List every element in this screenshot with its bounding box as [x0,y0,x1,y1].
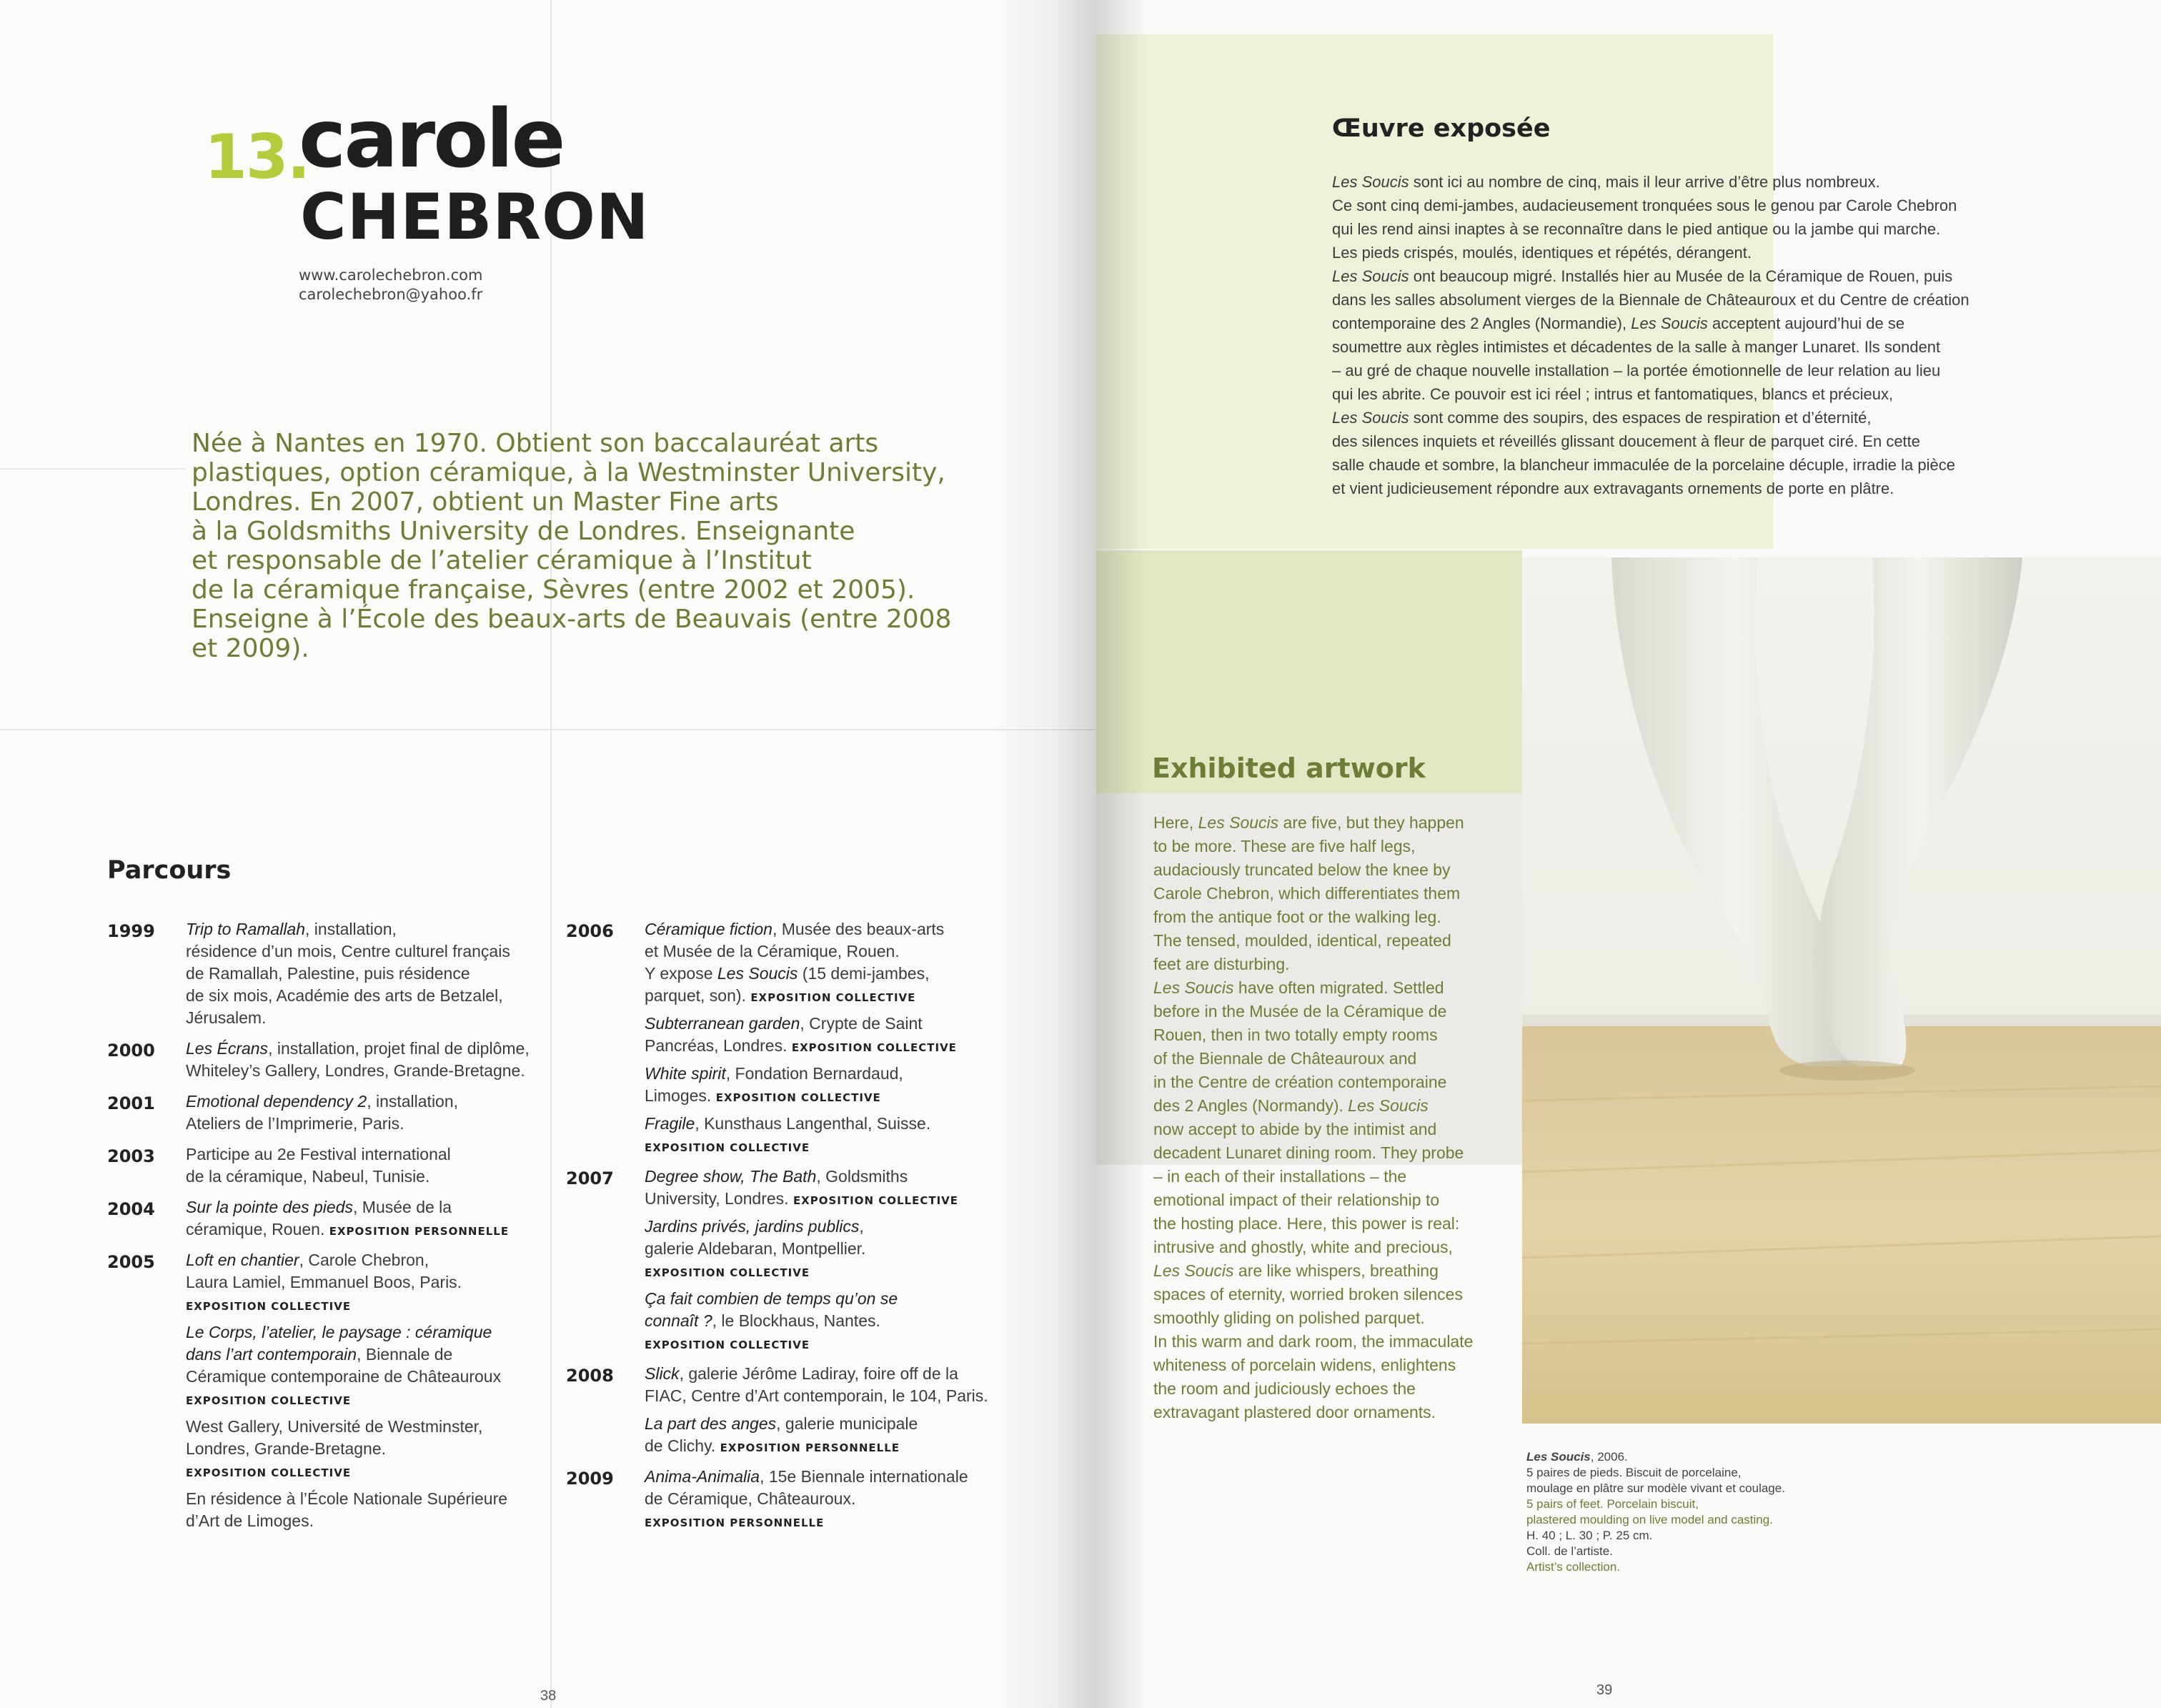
text-segment: Les pieds crispés, moulés, identiques et répétés, dérangent. [1332,244,1752,262]
italic-title: connaît ? [645,1311,712,1330]
text-line [645,1063,1016,1085]
caption-en-1: 5 pairs of feet. Porcelain biscuit, [1526,1497,1699,1511]
bio-line: plastiques, option céramique, à la Westminster University, [192,458,945,487]
italic-title: Subterranean garden [645,1014,800,1033]
parcours-item [645,1413,1016,1457]
text-line [1153,1212,1525,1236]
text-line [186,1460,557,1482]
caption-year: , 2006. [1590,1450,1628,1464]
text-line [186,985,557,1007]
text-line [186,1143,557,1166]
caption-dimensions: H. 40 ; L. 30 ; P. 25 cm. [1526,1529,1653,1542]
italic-title: Les Soucis [1198,813,1279,832]
exhibited-heading: Exhibited artwork [1152,753,1426,784]
text-segment: whiteness of porcelain widens, enlightens [1153,1356,1456,1374]
text-segment: qui les rend ainsi inaptes à se reconnaître dans le pied antique ou la jambe qui marche. [1332,220,1941,238]
text-segment: are five, but they happen [1278,813,1464,832]
text-segment: acceptent aujourd’hui de se [1707,314,1905,332]
text-segment: Ateliers de l’Imprimerie, Paris. [186,1114,404,1133]
text-segment: The tensed, moulded, identical, repeated [1153,931,1451,950]
parcours-year: 2008 [566,1366,614,1386]
caption-title: Les Soucis [1526,1450,1591,1464]
text-line [645,1466,1016,1488]
artist-first-name: carole [299,93,564,186]
text-line [645,1363,1016,1385]
text-segment: salle chaude et sombre, la blancheur immaculée de la porcelaine décuple, irradie la pièce [1332,456,1955,474]
parcours-item [645,1288,1016,1354]
parcours-item [186,1143,557,1188]
page-number-left: 38 [540,1688,557,1704]
photo-caption [1526,1449,1884,1575]
caption-fr-2: moulage en plâtre sur modèle vivant et coulage. [1526,1481,1785,1495]
text-line [645,1260,1016,1282]
text-segment: céramique, Rouen. [186,1220,329,1238]
text-line [1153,1165,1525,1188]
oeuvre-text-fr [1332,170,2154,500]
italic-title: Le Corps, l’atelier, le paysage : céramique [186,1323,492,1341]
italic-title: La part des anges [645,1414,777,1433]
text-line [1153,976,1525,1000]
parcours-item [186,1038,557,1082]
text-line [645,1332,1016,1354]
text-segment: emotional impact of their relationship to [1153,1191,1440,1209]
text-line [645,1113,1016,1135]
text-segment: have often migrated. Settled [1233,978,1444,997]
text-line [186,1218,557,1241]
text-segment: Rouen, then in two totally empty rooms [1153,1026,1438,1044]
text-line [186,940,557,963]
text-segment: En résidence à l’École Nationale Supérieure [186,1489,508,1508]
page-gutter-shadow [993,0,1096,1708]
italic-title: Les Soucis [717,964,798,983]
bio-line: Londres. En 2007, obtient un Master Fine arts [192,487,779,517]
text-segment: FIAC, Centre d’Art contemporain, le 104, Paris. [645,1386,988,1405]
italic-title: Fragile [645,1114,695,1133]
les-soucis-photo [1522,557,2161,1424]
exhibited-text-en [1153,811,1525,1424]
text-line [1153,1118,1525,1141]
text-segment: , Crypte de Saint [800,1014,923,1033]
parcours-column-2 [566,918,1023,1561]
text-segment: are like whispers, breathing [1233,1261,1439,1280]
text-segment: résidence d’un mois, Centre culturel français [186,942,510,960]
text-segment: from the antique foot or the walking leg. [1153,908,1441,926]
text-line [186,1438,557,1460]
text-line [1332,241,2154,264]
text-segment: Jérusalem. [186,1008,267,1027]
text-line [186,1294,557,1316]
text-line [186,1060,557,1082]
text-line [1153,905,1525,929]
parcours-item [186,1488,557,1532]
text-segment: to be more. These are five half legs, [1153,837,1416,855]
italic-title: Les Soucis [1631,314,1708,332]
italic-title: Les Écrans [186,1039,269,1058]
italic-title: Sur la pointe des pieds [186,1198,353,1216]
text-line [186,1007,557,1029]
text-segment: , Biennale de [357,1345,453,1364]
text-line [1153,1094,1525,1118]
right-page [1096,0,2161,1708]
parcours-item [186,918,557,1029]
text-segment: of the Biennale de Châteauroux and [1153,1049,1417,1068]
text-line [186,1388,557,1410]
text-line [1153,1047,1525,1071]
text-line [645,1013,1016,1035]
parcours-year: 2009 [566,1469,614,1489]
italic-title: Jardins privés, jardins publics [645,1217,860,1236]
text-line [1153,1377,1525,1401]
text-line [186,1488,557,1510]
text-segment: , Kunsthaus Langenthal, Suisse. [695,1114,931,1133]
bio-line: de la céramique française, Sèvres (entre 2002 et 2005). [192,575,915,605]
text-line [645,1385,1016,1407]
website-link[interactable]: www.carolechebron.com [299,267,483,284]
text-line [186,918,557,940]
text-line [1153,882,1525,905]
italic-title: Céramique fiction [645,920,773,938]
italic-title: Emotional dependency 2 [186,1092,367,1111]
oeuvre-heading: Œuvre exposée [1332,114,1551,143]
text-segment: University, Londres. [645,1189,793,1208]
text-segment: West Gallery, Université de Westminster, [186,1417,483,1436]
text-line [645,963,1016,985]
parcours-item [645,1113,1016,1157]
text-line [1153,1354,1525,1377]
text-segment: extravagant plastered door ornaments. [1153,1403,1436,1421]
parcours-item [645,1466,1016,1532]
text-segment: the hosting place. Here, this power is real: [1153,1214,1460,1233]
text-segment: feet are disturbing. [1153,955,1290,973]
parcours-year: 2001 [107,1093,155,1113]
text-line [186,1271,557,1294]
text-segment: in the Centre de création contemporaine [1153,1073,1447,1091]
text-segment: (15 demi-jambes, [798,964,930,983]
text-line [1332,406,2154,430]
text-line [1332,288,2154,312]
text-line [645,918,1016,940]
text-segment: des silences inquiets et réveillés glissant doucement à fleur de parquet ciré. En cette [1332,432,1921,450]
parcours-item [645,1216,1016,1282]
text-segment: , Goldsmiths [816,1167,908,1186]
text-segment: , Fondation Bernardaud, [725,1064,903,1083]
text-segment: de la céramique, Nabeul, Tunisie. [186,1167,430,1186]
text-segment: Ce sont cinq demi-jambes, audacieusement tronquées sous le genou par Carole Chebron [1332,197,1957,214]
text-segment: Whiteley’s Gallery, Londres, Grande-Bretagne. [186,1061,525,1080]
text-segment: et vient judicieusement répondre aux extravagants ornements de porte en plâtre. [1332,480,1894,497]
text-line [186,1510,557,1532]
parcours-year: 2006 [566,921,614,941]
text-segment: de Ramallah, Palestine, puis résidence [186,964,470,983]
exhibition-type-tag: EXPOSITION COLLECTIVE [645,1266,810,1279]
text-line [645,1166,1016,1188]
text-segment: Laura Lamiel, Emmanuel Boos, Paris. [186,1273,462,1291]
text-line [186,1321,557,1344]
text-line [1153,1188,1525,1212]
text-line [186,963,557,985]
exhibition-type-tag: EXPOSITION COLLECTIVE [715,1091,881,1104]
parcours-item [645,1363,1016,1407]
text-line [1153,1283,1525,1306]
italic-title: dans l’art contemporain [186,1345,357,1364]
page-gutter-shadow [1096,0,1146,1708]
italic-title: Les Soucis [1348,1096,1429,1115]
text-line [645,1238,1016,1260]
text-line [1332,217,2154,241]
grid-line [0,468,186,470]
italic-title: White spirit [645,1064,726,1083]
text-line [1153,1401,1525,1424]
exhibition-type-tag: EXPOSITION PERSONNELLE [720,1441,900,1454]
text-line [1153,1259,1525,1283]
text-segment: , Musée de la [353,1198,452,1216]
text-segment: sont ici au nombre de cinq, mais il leur arrive d’être plus nombreux. [1409,173,1880,191]
text-segment: the room and judiciously echoes the [1153,1379,1416,1398]
parcours-year: 2003 [107,1146,155,1166]
caption-en-2: plastered moulding on live model and casting. [1526,1513,1773,1526]
italic-title: Degree show, The Bath [645,1167,817,1186]
text-segment: soumettre aux règles intimistes et décadentes de la salle à manger Lunaret. Ils sondent [1332,338,1941,356]
text-segment: , galerie municipale [776,1414,918,1433]
text-line [645,1310,1016,1332]
text-segment: Limoges. [645,1086,716,1105]
italic-title: Slick [645,1364,680,1383]
text-line [1332,194,2154,217]
text-segment: spaces of eternity, worried broken silences [1153,1285,1463,1304]
exhibition-type-tag: EXPOSITION COLLECTIVE [793,1194,959,1207]
text-segment: , installation, [367,1092,459,1111]
exhibition-type-tag: EXPOSITION PERSONNELLE [329,1225,510,1238]
exhibition-type-tag: EXPOSITION COLLECTIVE [750,991,916,1004]
text-segment: , installation, projet final de diplôme, [268,1039,530,1058]
text-segment: , installation, [305,920,397,938]
italic-title: Loft en chantier [186,1251,299,1269]
grid-line [0,729,1096,730]
text-line [645,985,1016,1007]
parcours-item [186,1249,557,1316]
parcours-heading: Parcours [107,856,232,885]
text-segment: de Clichy. [645,1436,720,1455]
exhibition-type-tag: EXPOSITION COLLECTIVE [791,1041,957,1054]
exhibition-type-tag: EXPOSITION COLLECTIVE [186,1466,352,1479]
text-line [186,1366,557,1388]
text-segment: , Carole Chebron, [299,1251,429,1269]
text-line [186,1038,557,1060]
text-line [1332,453,2154,477]
text-line [186,1416,557,1438]
parcours-item [186,1091,557,1135]
text-line [1153,953,1525,976]
text-line [1153,835,1525,858]
text-line [1332,335,2154,359]
italic-title: Ça fait combien de temps qu’on se [645,1289,898,1308]
italic-title: Les Soucis [1153,1261,1234,1280]
artist-number: 13. [204,121,309,193]
text-segment: de Céramique, Châteauroux. [645,1489,856,1508]
text-segment: des 2 Angles (Normandy). [1153,1096,1348,1115]
italic-title: Trip to Ramallah [186,920,306,938]
parcours-item [186,1416,557,1482]
text-segment: galerie Aldebaran, Montpellier. [645,1239,866,1258]
text-line [1332,312,2154,335]
text-line [645,1435,1016,1457]
text-line [1332,382,2154,406]
exhibition-type-tag: EXPOSITION COLLECTIVE [186,1394,352,1407]
text-segment: Pancréas, Londres. [645,1036,792,1055]
artist-bio [192,429,1035,663]
parcours-item [186,1196,557,1241]
parcours-year: 1999 [107,921,155,941]
parcours-item [186,1321,557,1410]
parcours-item [645,918,1016,1007]
text-line [1332,477,2154,500]
text-line [1153,929,1525,953]
text-segment: Participe au 2e Festival international [186,1145,451,1163]
text-line [645,1488,1016,1510]
text-segment: Céramique contemporaine de Châteauroux [186,1367,502,1386]
parcours-item [645,1166,1016,1210]
text-segment: , galerie Jérôme Ladiray, foire off de la [679,1364,958,1383]
parcours-year: 2005 [107,1252,155,1272]
text-segment: , 15e Biennale internationale [760,1467,968,1486]
text-segment: intrusive and ghostly, white and precious, [1153,1238,1453,1256]
text-segment: contemporaine des 2 Angles (Normandie), [1332,314,1631,332]
text-line [1153,811,1525,835]
bio-line: à la Goldsmiths University de Londres. Enseignante [192,517,855,546]
text-line [1153,1306,1525,1330]
text-segment: Y expose [645,964,717,983]
text-line [186,1166,557,1188]
text-line [645,1288,1016,1310]
text-line [1153,1141,1525,1165]
italic-title: Anima-Animalia [645,1467,760,1486]
text-segment: Londres, Grande-Bretagne. [186,1439,387,1458]
text-line [645,1188,1016,1210]
text-line [645,1510,1016,1532]
exhibition-type-tag: EXPOSITION COLLECTIVE [645,1339,810,1351]
text-line [1153,1236,1525,1259]
artwork-photo [1522,557,2161,1424]
caption-collection-fr: Coll. de l’artiste. [1526,1544,1613,1558]
text-line [645,1085,1016,1107]
italic-title: Les Soucis [1153,978,1234,997]
text-segment: d’Art de Limoges. [186,1511,314,1530]
exhibition-type-tag: EXPOSITION COLLECTIVE [645,1141,810,1154]
exhibition-type-tag: EXPOSITION PERSONNELLE [645,1516,825,1529]
exhibition-type-tag: EXPOSITION COLLECTIVE [186,1300,352,1313]
artist-last-name: CHEBRON [300,180,650,254]
italic-title: Les Soucis [1332,409,1409,427]
bio-line: Née à Nantes en 1970. Obtient son baccalauréat arts [192,429,879,458]
bio-line: Enseigne à l’École des beaux-arts de Beauvais (entre 2008 [192,605,952,634]
text-line [1153,1330,1525,1354]
text-segment: In this warm and dark room, the immaculate [1153,1332,1474,1351]
text-line [645,1216,1016,1238]
text-line [1332,264,2154,288]
text-line [1153,1000,1525,1023]
text-segment: – in each of their installations – the [1153,1167,1407,1186]
parcours-year: 2007 [566,1168,614,1188]
text-line [645,1035,1016,1057]
text-line [1332,359,2154,382]
text-segment: now accept to abide by the intimist and [1153,1120,1437,1138]
text-line [186,1113,557,1135]
text-segment: parquet, son). [645,986,751,1005]
text-segment: Carole Chebron, which differentiates them [1153,884,1461,903]
text-line [1332,430,2154,453]
text-line [645,1135,1016,1157]
text-segment: – au gré de chaque nouvelle installation – la portée émotionnelle de leur relation au lieu [1332,362,1941,379]
italic-title: Les Soucis [1332,173,1409,191]
text-segment: , [859,1217,864,1236]
parcours-item [645,1013,1016,1057]
bio-line: et responsable de l’atelier céramique à l’Institut [192,546,812,575]
text-line [186,1249,557,1271]
parcours-item [645,1063,1016,1107]
text-segment: , le Blockhaus, Nantes. [712,1311,880,1330]
text-line [1153,858,1525,882]
text-segment: de six mois, Académie des arts de Betzalel, [186,986,503,1005]
text-line [1153,1071,1525,1094]
text-segment: decadent Lunaret dining room. They probe [1153,1143,1464,1162]
text-segment: smoothly gliding on polished parquet. [1153,1309,1425,1327]
parcours-column-1 [107,918,557,1561]
text-line [645,1413,1016,1435]
text-line [1153,1023,1525,1047]
email-link[interactable]: carolechebron@yahoo.fr [299,286,483,303]
text-segment: , Musée des beaux-arts [772,920,945,938]
text-segment: sont comme des soupirs, des espaces de respiration et d’éternité, [1409,409,1872,427]
italic-title: Les Soucis [1332,267,1409,285]
text-segment: Here, [1153,813,1198,832]
text-line [186,1091,557,1113]
text-line [645,940,1016,963]
text-line [186,1196,557,1218]
parcours-year: 2000 [107,1041,155,1061]
text-line [1332,170,2154,194]
contact-block [299,266,482,304]
parcours-year: 2004 [107,1199,155,1219]
text-segment: et Musée de la Céramique, Rouen. [645,942,900,960]
text-segment: before in the Musée de la Céramique de [1153,1002,1447,1021]
text-segment: ont beaucoup migré. Installés hier au Musée de la Céramique de Rouen, puis [1409,267,1953,285]
caption-collection-en: Artist’s collection. [1526,1560,1621,1574]
text-line [186,1344,557,1366]
page-number-right: 39 [1596,1682,1613,1698]
bio-line: et 2009). [192,634,309,663]
text-segment: audaciously truncated below the knee by [1153,860,1451,879]
text-segment: qui les abrite. Ce pouvoir est ici réel ; intrus et fantomatiques, blancs et précieux, [1332,385,1894,403]
text-segment: dans les salles absolument vierges de la Biennale de Châteauroux et du Centre de création [1332,291,1969,309]
caption-fr-1: 5 paires de pieds. Biscuit de porcelaine, [1526,1466,1742,1479]
